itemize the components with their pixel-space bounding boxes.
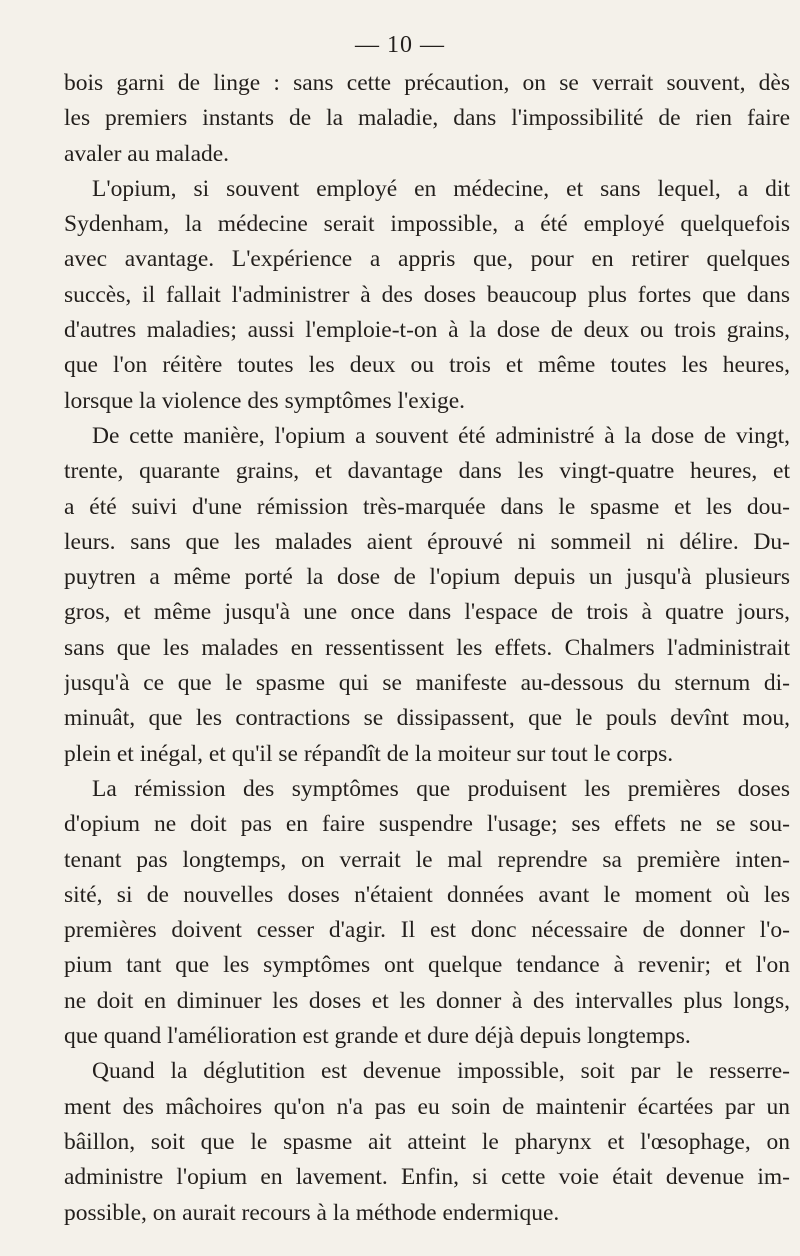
text-line: puytren a même porté la dose de l'opium depuis un jusqu'à plusieurs: [64, 564, 790, 591]
text-line: les premiers instants de la maladie, dans l'impossibilité de rien faire: [64, 105, 790, 132]
text-line: Quand la déglutition est devenue impossible, soit par le resserre-: [92, 1058, 790, 1085]
text-line: trente, quarante grains, et davantage dans les vingt-quatre heures, et: [64, 458, 790, 485]
text-line: avaler au malade.: [64, 140, 230, 167]
text-line: gros, et même jusqu'à une once dans l'espace de trois à quatre jours,: [64, 599, 790, 626]
text-line: pium tant que les symptômes ont quelque tendance à revenir; et l'on: [64, 952, 790, 979]
text-line: que l'on réitère toutes les deux ou trois et même toutes les heures,: [64, 352, 790, 379]
text-line: leurs. sans que les malades aient éprouvé ni sommeil ni délire. Du-: [64, 528, 790, 555]
text-line: tenant pas longtemps, on verrait le mal reprendre sa première inten-: [64, 846, 790, 873]
text-line: bâillon, soit que le spasme ait atteint le pharynx et l'œsophage, on: [64, 1128, 790, 1155]
body-text: [64, 66, 790, 1231]
text-line: a été suivi d'une rémission très-marquée dans le spasme et les dou-: [64, 493, 790, 520]
text-line: d'opium ne doit pas en faire suspendre l'usage; ses effets ne se sou-: [64, 811, 790, 838]
text-line: possible, on aurait recours à la méthode endermique.: [64, 1199, 560, 1226]
text-line: ne doit en diminuer les doses et les donner à des intervalles plus longs,: [64, 987, 790, 1014]
text-line: Sydenham, la médecine serait impossible, a été employé quelquefois: [64, 211, 790, 238]
text-line: jusqu'à ce que le spasme qui se manifeste au-dessous du sternum di-: [64, 670, 790, 697]
text-line: bois garni de linge : sans cette précaution, on se verrait souvent, dès: [64, 70, 790, 96]
text-line: sans que les malades en ressentissent les effets. Chalmers l'administrait: [64, 634, 790, 661]
text-line: plein et inégal, et qu'il se répandît de la moiteur sur tout le corps.: [64, 740, 674, 767]
text-line: premières doivent cesser d'agir. Il est donc nécessaire de donner l'o-: [64, 917, 790, 944]
text-line: ment des mâchoires qu'on n'a pas eu soin de maintenir écartées par un: [64, 1093, 790, 1120]
text-line: sité, si de nouvelles doses n'étaient données avant le moment où les: [64, 881, 790, 908]
text-line: administre l'opium en lavement. Enfin, si cette voie était devenue im-: [64, 1164, 790, 1191]
text-line: De cette manière, l'opium a souvent été administré à la dose de vingt,: [92, 422, 790, 449]
page-number: — 10 —: [355, 32, 445, 58]
text-line: minuât, que les contractions se dissipassent, que le pouls devînt mou,: [64, 705, 790, 732]
text-line: d'autres maladies; aussi l'emploie-t-on à la dose de deux ou trois grains,: [64, 317, 790, 344]
text-line: La rémission des symptômes que produisent les premières doses: [92, 775, 790, 802]
text-line: que quand l'amélioration est grande et dure déjà depuis longtemps.: [64, 1023, 691, 1050]
text-line: lorsque la violence des symptômes l'exige.: [64, 387, 466, 414]
text-line: avec avantage. L'expérience a appris que, pour en retirer quelques: [64, 246, 790, 273]
text-line: succès, il fallait l'administrer à des doses beaucoup plus fortes que dans: [64, 281, 790, 308]
text-line: L'opium, si souvent employé en médecine, et sans lequel, a dit: [92, 175, 790, 202]
